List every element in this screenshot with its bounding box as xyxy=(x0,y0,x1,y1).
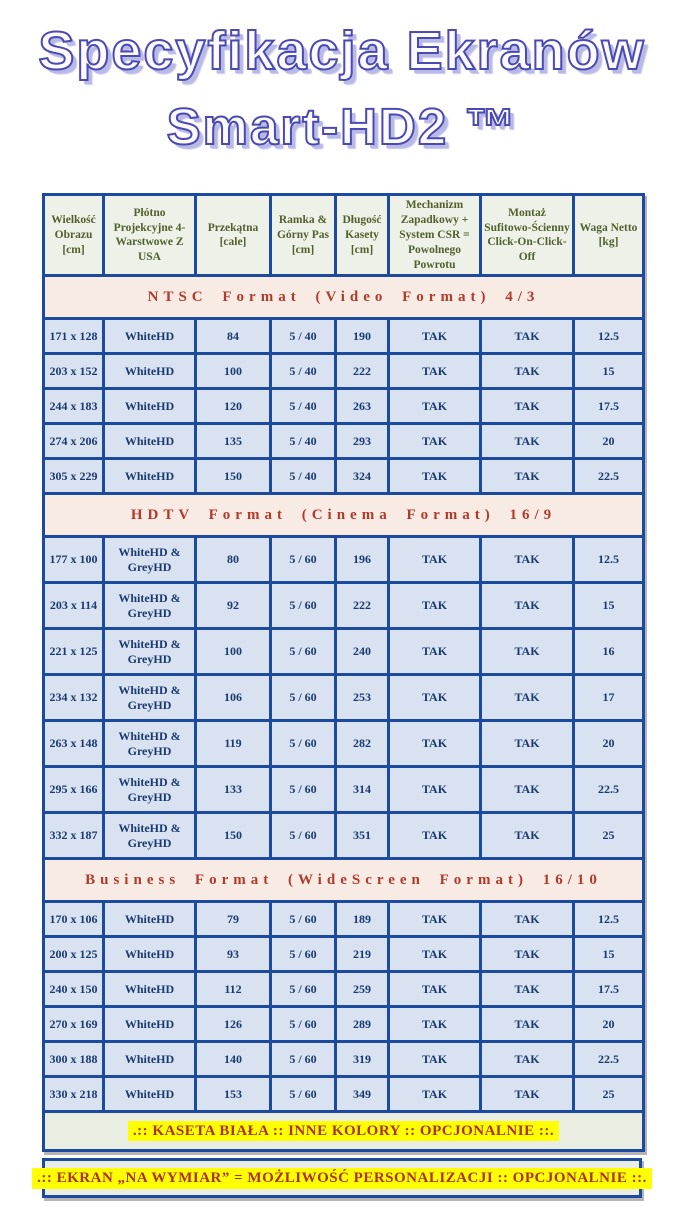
table-cell: TAK xyxy=(481,354,574,389)
table-cell: 190 xyxy=(336,319,389,354)
table-cell: 5 / 60 xyxy=(271,583,336,629)
table-cell: TAK xyxy=(481,537,574,583)
table-cell: 84 xyxy=(196,319,271,354)
table-cell: TAK xyxy=(481,1077,574,1112)
table-cell: 5 / 60 xyxy=(271,537,336,583)
table-cell: 5 / 60 xyxy=(271,629,336,675)
table-row xyxy=(44,675,644,721)
table-cell: 15 xyxy=(574,937,644,972)
table-cell: WhiteHD xyxy=(104,354,196,389)
table-cell: WhiteHD xyxy=(104,1077,196,1112)
color-option-note-cell xyxy=(44,1112,644,1151)
table-cell: 80 xyxy=(196,537,271,583)
table-cell: TAK xyxy=(389,319,481,354)
table-cell: 15 xyxy=(574,583,644,629)
table-cell: 332 x 187 xyxy=(44,813,104,859)
page-title-line2: Smart-HD2 ™ xyxy=(166,98,518,156)
table-cell: 203 x 152 xyxy=(44,354,104,389)
table-cell: 240 x 150 xyxy=(44,972,104,1007)
table-row xyxy=(44,354,644,389)
table-row xyxy=(44,1077,644,1112)
table-cell: TAK xyxy=(389,389,481,424)
table-cell: 222 xyxy=(336,354,389,389)
table-cell: 289 xyxy=(336,1007,389,1042)
table-cell: TAK xyxy=(481,629,574,675)
table-cell: 5 / 60 xyxy=(271,813,336,859)
table-cell: 22.5 xyxy=(574,767,644,813)
table-cell: TAK xyxy=(389,813,481,859)
table-cell: WhiteHD xyxy=(104,1007,196,1042)
spec-table-head xyxy=(44,195,644,276)
table-cell: TAK xyxy=(481,813,574,859)
table-cell: 25 xyxy=(574,1077,644,1112)
table-cell: 203 x 114 xyxy=(44,583,104,629)
table-cell: TAK xyxy=(481,319,574,354)
table-cell: 133 xyxy=(196,767,271,813)
table-cell: 295 x 166 xyxy=(44,767,104,813)
section-header-row xyxy=(44,859,644,902)
table-cell: 20 xyxy=(574,1007,644,1042)
table-row xyxy=(44,813,644,859)
table-cell: 189 xyxy=(336,902,389,937)
table-cell: TAK xyxy=(389,629,481,675)
table-cell: WhiteHD & GreyHD xyxy=(104,813,196,859)
table-cell: 22.5 xyxy=(574,459,644,494)
table-cell: 20 xyxy=(574,424,644,459)
table-cell: WhiteHD xyxy=(104,902,196,937)
table-row xyxy=(44,767,644,813)
table-cell: 140 xyxy=(196,1042,271,1077)
table-cell: TAK xyxy=(389,1042,481,1077)
table-row xyxy=(44,972,644,1007)
table-cell: 5 / 60 xyxy=(271,937,336,972)
table-cell: 300 x 188 xyxy=(44,1042,104,1077)
table-cell: 5 / 60 xyxy=(271,1042,336,1077)
table-cell: 92 xyxy=(196,583,271,629)
custom-size-note-text: .:: EKRAN „NA WYMIAR” = MOŻLIWOŚĆ PERSONALIZACJI :: OPCJONALNIE ::. xyxy=(32,1168,652,1189)
table-cell: 100 xyxy=(196,354,271,389)
table-cell: WhiteHD & GreyHD xyxy=(104,583,196,629)
table-cell: 351 xyxy=(336,813,389,859)
table-cell: TAK xyxy=(481,937,574,972)
table-row xyxy=(44,902,644,937)
table-cell: 171 x 128 xyxy=(44,319,104,354)
table-cell: 126 xyxy=(196,1007,271,1042)
table-cell: 153 xyxy=(196,1077,271,1112)
table-cell: 222 xyxy=(336,583,389,629)
table-cell: WhiteHD xyxy=(104,459,196,494)
table-cell: TAK xyxy=(389,1007,481,1042)
table-cell: WhiteHD xyxy=(104,389,196,424)
table-cell: WhiteHD & GreyHD xyxy=(104,537,196,583)
table-row xyxy=(44,424,644,459)
table-cell: 234 x 132 xyxy=(44,675,104,721)
table-cell: TAK xyxy=(481,459,574,494)
spec-table xyxy=(42,193,645,1152)
column-header: Montaż Sufitowo-Ścienny Click-On-Click-Off xyxy=(481,195,574,276)
column-header: Płótno Projekcyjne 4-Warstwowe Z USA xyxy=(104,195,196,276)
table-cell: 5 / 60 xyxy=(271,721,336,767)
table-cell: 5 / 40 xyxy=(271,389,336,424)
table-cell: TAK xyxy=(389,354,481,389)
table-cell: 150 xyxy=(196,813,271,859)
table-cell: TAK xyxy=(481,972,574,1007)
table-row xyxy=(44,537,644,583)
table-cell: TAK xyxy=(481,1042,574,1077)
table-cell: 270 x 169 xyxy=(44,1007,104,1042)
table-cell: TAK xyxy=(389,767,481,813)
table-row xyxy=(44,629,644,675)
column-header: Wielkość Obrazu [cm] xyxy=(44,195,104,276)
table-cell: 12.5 xyxy=(574,319,644,354)
table-cell: WhiteHD xyxy=(104,972,196,1007)
table-row xyxy=(44,1007,644,1042)
table-row xyxy=(44,583,644,629)
table-cell: 170 x 106 xyxy=(44,902,104,937)
table-cell: 12.5 xyxy=(574,902,644,937)
table-cell: 259 xyxy=(336,972,389,1007)
section-title: HDTV Format (Cinema Format) 16/9 xyxy=(44,494,644,537)
table-cell: 15 xyxy=(574,354,644,389)
table-cell: 5 / 40 xyxy=(271,424,336,459)
table-cell: 135 xyxy=(196,424,271,459)
table-cell: WhiteHD xyxy=(104,319,196,354)
column-header: Przekątna [cale] xyxy=(196,195,271,276)
table-cell: TAK xyxy=(389,537,481,583)
table-cell: TAK xyxy=(389,721,481,767)
table-cell: 240 xyxy=(336,629,389,675)
table-cell: 253 xyxy=(336,675,389,721)
table-cell: 25 xyxy=(574,813,644,859)
table-row xyxy=(44,937,644,972)
table-cell: 17.5 xyxy=(574,972,644,1007)
table-cell: TAK xyxy=(389,583,481,629)
table-cell: WhiteHD & GreyHD xyxy=(104,767,196,813)
section-title: Business Format (WideScreen Format) 16/10 xyxy=(44,859,644,902)
table-cell: 349 xyxy=(336,1077,389,1112)
table-cell: WhiteHD xyxy=(104,1042,196,1077)
table-cell: 5 / 60 xyxy=(271,972,336,1007)
table-cell: TAK xyxy=(389,937,481,972)
color-option-note-row xyxy=(44,1112,644,1151)
table-cell: 5 / 60 xyxy=(271,902,336,937)
table-cell: 200 x 125 xyxy=(44,937,104,972)
table-row xyxy=(44,459,644,494)
table-row xyxy=(44,319,644,354)
table-cell: TAK xyxy=(389,459,481,494)
table-cell: TAK xyxy=(481,1007,574,1042)
table-cell: TAK xyxy=(481,583,574,629)
table-cell: 263 xyxy=(336,389,389,424)
section-header-row xyxy=(44,276,644,319)
table-cell: 5 / 40 xyxy=(271,319,336,354)
column-header: Mechanizm Zapadkowy + System CSR = Powolnego Powrotu xyxy=(389,195,481,276)
table-cell: WhiteHD & GreyHD xyxy=(104,721,196,767)
spec-table-container xyxy=(42,193,642,1152)
table-cell: 314 xyxy=(336,767,389,813)
table-cell: 293 xyxy=(336,424,389,459)
table-cell: 221 x 125 xyxy=(44,629,104,675)
table-cell: 305 x 229 xyxy=(44,459,104,494)
table-cell: 22.5 xyxy=(574,1042,644,1077)
section-header-row xyxy=(44,494,644,537)
table-cell: 5 / 60 xyxy=(271,675,336,721)
table-row xyxy=(44,389,644,424)
table-cell: 282 xyxy=(336,721,389,767)
table-cell: WhiteHD xyxy=(104,937,196,972)
column-header: Ramka & Górny Pas [cm] xyxy=(271,195,336,276)
table-cell: 20 xyxy=(574,721,644,767)
spec-table-body xyxy=(44,276,644,1151)
table-cell: TAK xyxy=(481,675,574,721)
table-cell: 12.5 xyxy=(574,537,644,583)
table-cell: TAK xyxy=(389,1077,481,1112)
table-cell: 330 x 218 xyxy=(44,1077,104,1112)
table-cell: 17 xyxy=(574,675,644,721)
table-cell: TAK xyxy=(389,902,481,937)
table-cell: 100 xyxy=(196,629,271,675)
table-cell: TAK xyxy=(389,675,481,721)
table-cell: TAK xyxy=(389,424,481,459)
table-cell: 324 xyxy=(336,459,389,494)
table-cell: 5 / 60 xyxy=(271,767,336,813)
table-cell: 196 xyxy=(336,537,389,583)
table-cell: TAK xyxy=(481,902,574,937)
table-cell: TAK xyxy=(481,721,574,767)
table-cell: 120 xyxy=(196,389,271,424)
table-cell: 244 x 183 xyxy=(44,389,104,424)
table-cell: TAK xyxy=(481,424,574,459)
table-cell: 17.5 xyxy=(574,389,644,424)
page-title-line1: Specyfikacja Ekranów xyxy=(38,21,646,81)
column-header: Długość Kasety [cm] xyxy=(336,195,389,276)
table-cell: WhiteHD & GreyHD xyxy=(104,629,196,675)
table-cell: WhiteHD xyxy=(104,424,196,459)
table-row xyxy=(44,1042,644,1077)
custom-size-note-box xyxy=(37,1158,647,1198)
table-cell: 112 xyxy=(196,972,271,1007)
table-cell: 274 x 206 xyxy=(44,424,104,459)
color-option-note-text: .:: KASETA BIAŁA :: INNE KOLORY :: OPCJONALNIE ::. xyxy=(128,1121,559,1141)
table-cell: 319 xyxy=(336,1042,389,1077)
section-title: NTSC Format (Video Format) 4/3 xyxy=(44,276,644,319)
table-cell: 16 xyxy=(574,629,644,675)
table-cell: 5 / 60 xyxy=(271,1077,336,1112)
table-cell: WhiteHD & GreyHD xyxy=(104,675,196,721)
page-title xyxy=(0,22,684,155)
table-cell: TAK xyxy=(389,972,481,1007)
table-cell: TAK xyxy=(481,389,574,424)
table-cell: 5 / 60 xyxy=(271,1007,336,1042)
table-cell: 5 / 40 xyxy=(271,354,336,389)
table-cell: 5 / 40 xyxy=(271,459,336,494)
table-cell: 150 xyxy=(196,459,271,494)
table-cell: 119 xyxy=(196,721,271,767)
column-header: Waga Netto [kg] xyxy=(574,195,644,276)
column-header-row xyxy=(44,195,644,276)
table-cell: 93 xyxy=(196,937,271,972)
table-cell: 219 xyxy=(336,937,389,972)
table-cell: 177 x 100 xyxy=(44,537,104,583)
table-cell: TAK xyxy=(481,767,574,813)
table-cell: 263 x 148 xyxy=(44,721,104,767)
table-row xyxy=(44,721,644,767)
table-cell: 79 xyxy=(196,902,271,937)
table-cell: 106 xyxy=(196,675,271,721)
